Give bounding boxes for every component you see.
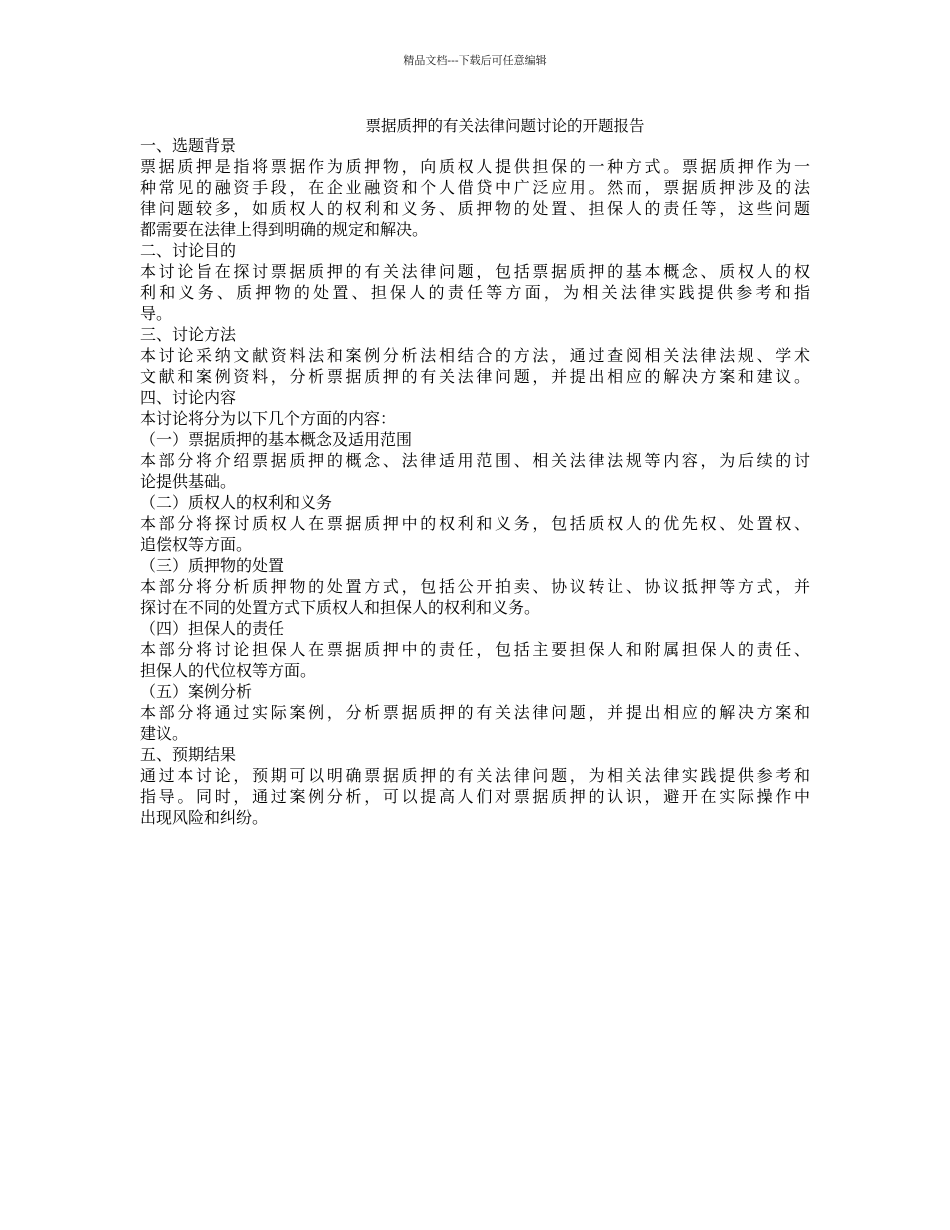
- text-line: 种常见的融资手段，在企业融资和个人借贷中广泛应用。然而，票据质押涉及的法: [140, 178, 810, 197]
- text-line: （二）质权人的权利和义务: [140, 493, 333, 512]
- text-line: 探讨在不同的处置方式下质权人和担保人的权利和义务。: [140, 598, 541, 617]
- document-body: [140, 135, 810, 828]
- text-line: 担保人的代位权等方面。: [140, 661, 317, 680]
- text-line: 本讨论旨在探讨票据质押的有关法律问题，包括票据质押的基本概念、质权人的权: [140, 262, 810, 281]
- text-line: （三）质押物的处置: [140, 556, 285, 575]
- text-line: 文献和案例资料，分析票据质押的有关法律问题，并提出相应的解决方案和建议。: [140, 367, 810, 386]
- text-line: 本部分将探讨质权人在票据质押中的权利和义务，包括质权人的优先权、处置权、: [140, 514, 810, 533]
- text-line: 通过本讨论，预期可以明确票据质押的有关法律问题，为相关法律实践提供参考和: [140, 766, 810, 785]
- text-line: 追偿权等方面。: [140, 535, 253, 554]
- text-line: 本讨论将分为以下几个方面的内容：: [140, 409, 397, 428]
- text-line: 建议。: [140, 724, 189, 743]
- text-line: 出现风险和纠纷。: [140, 808, 269, 827]
- text-line: 票据质押是指将票据作为质押物，向质权人提供担保的一种方式。票据质押作为一: [140, 157, 810, 176]
- text-line: 都需要在法律上得到明确的规定和解决。: [140, 220, 429, 239]
- text-line: （四）担保人的责任: [140, 619, 285, 638]
- text-line: 本部分将分析质押物的处置方式，包括公开拍卖、协议转让、协议抵押等方式，并: [140, 577, 810, 596]
- text-line: 四、讨论内容: [140, 388, 237, 407]
- text-line: 三、讨论方法: [140, 325, 237, 344]
- text-line: 律问题较多，如质权人的权利和义务、质押物的处置、担保人的责任等，这些问题: [140, 199, 810, 218]
- text-line: 指导。同时，通过案例分析，可以提高人们对票据质押的认识，避开在实际操作中: [140, 787, 810, 806]
- text-line: 一、选题背景: [140, 136, 237, 155]
- page-header: 精品文档---下载后可任意编辑: [403, 54, 547, 67]
- text-line: 本讨论采纳文献资料法和案例分析法相结合的方法，通过查阅相关法律法规、学术: [140, 346, 810, 365]
- text-line: 论提供基础。: [140, 472, 237, 491]
- text-line: 五、预期结果: [140, 745, 237, 764]
- text-line: 二、讨论目的: [140, 241, 237, 260]
- text-line: （五）案例分析: [140, 682, 253, 701]
- text-line: （一）票据质押的基本概念及适用范围: [140, 430, 413, 449]
- text-line: 导。: [140, 304, 173, 323]
- text-line: 本部分将通过实际案例，分析票据质押的有关法律问题，并提出相应的解决方案和: [140, 703, 810, 722]
- text-line: 本部分将介绍票据质押的概念、法律适用范围、相关法律法规等内容，为后续的讨: [140, 451, 810, 470]
- text-line: 利和义务、质押物的处置、担保人的责任等方面，为相关法律实践提供参考和指: [140, 283, 810, 302]
- text-line: 本部分将讨论担保人在票据质押中的责任，包括主要担保人和附属担保人的责任、: [140, 640, 810, 659]
- document-title: 票据质押的有关法律问题讨论的开题报告: [365, 117, 645, 135]
